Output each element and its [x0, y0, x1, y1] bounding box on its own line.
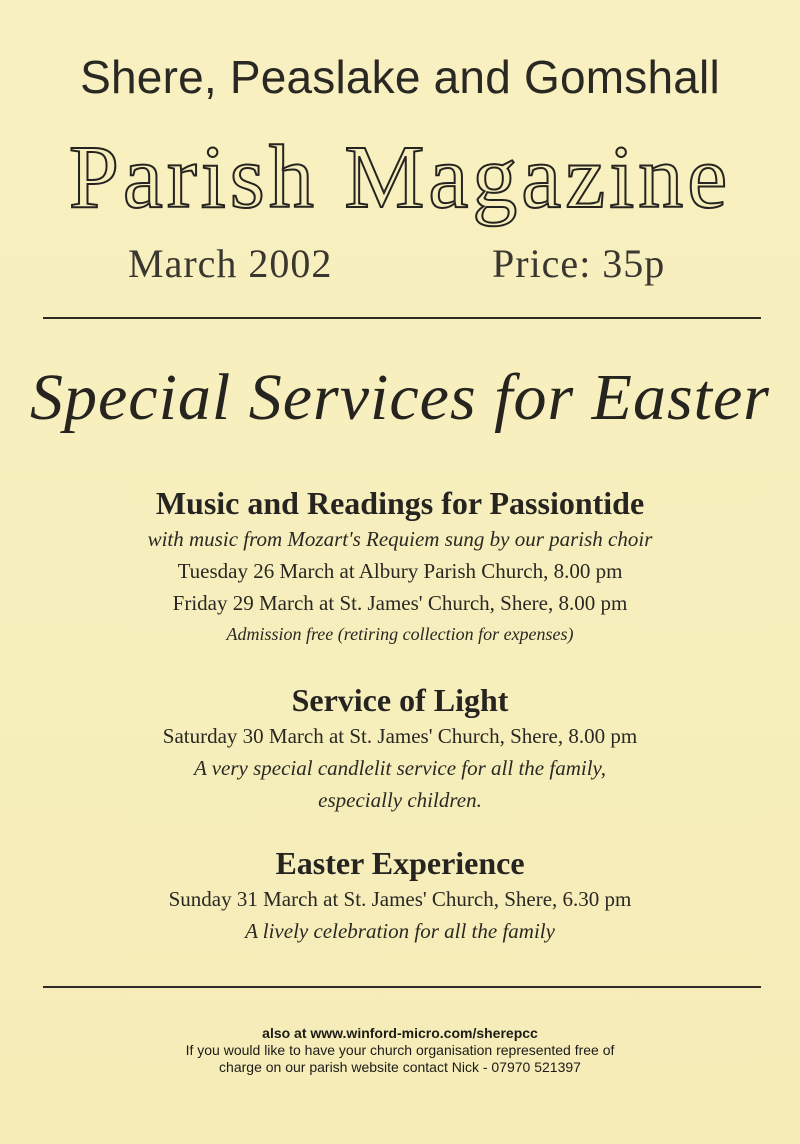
- footer: [0, 1025, 800, 1076]
- event-service-of-light: [0, 680, 800, 816]
- event-title: Music and Readings for Passiontide: [155, 485, 645, 521]
- event-note: A very special candlelit service for all the family,: [194, 756, 606, 780]
- event-detail: Tuesday 26 March at Albury Parish Church, 8.00 pm: [177, 559, 623, 583]
- event-note: Admission free (retiring collection for expenses): [226, 624, 574, 644]
- event-title: Service of Light: [291, 682, 509, 718]
- event-easter-experience: [0, 843, 800, 947]
- issue-line: [0, 240, 800, 290]
- parishes-heading: Shere, Peaslake and Gomshall: [80, 51, 720, 103]
- masthead-title: Parish Magazine: [68, 128, 732, 227]
- event-detail: Saturday 30 March at St. James' Church, Shere, 8.00 pm: [162, 724, 638, 748]
- event-passiontide: [0, 483, 800, 649]
- issue-date: March 2002: [128, 241, 333, 286]
- event-note: A lively celebration for all the family: [245, 919, 555, 943]
- event-note: especially children.: [318, 788, 482, 812]
- event-detail: Sunday 31 March at St. James' Church, Shere, 6.30 pm: [168, 887, 632, 911]
- issue-price: Price: 35p: [492, 241, 666, 286]
- event-subtitle: with music from Mozart's Requiem sung by our parish choir: [147, 527, 653, 551]
- feature-title: Special Services for Easter: [30, 361, 770, 434]
- event-title: Easter Experience: [275, 845, 525, 881]
- contact-line: charge on our parish website contact Nick - 07970 521397: [219, 1059, 581, 1075]
- top-divider: [43, 317, 761, 319]
- website-line: also at www.winford-micro.com/sherepcc: [262, 1025, 538, 1041]
- event-detail: Friday 29 March at St. James' Church, Shere, 8.00 pm: [172, 591, 628, 615]
- contact-line: If you would like to have your church organisation represented free of: [185, 1042, 615, 1058]
- bottom-divider: [43, 986, 761, 988]
